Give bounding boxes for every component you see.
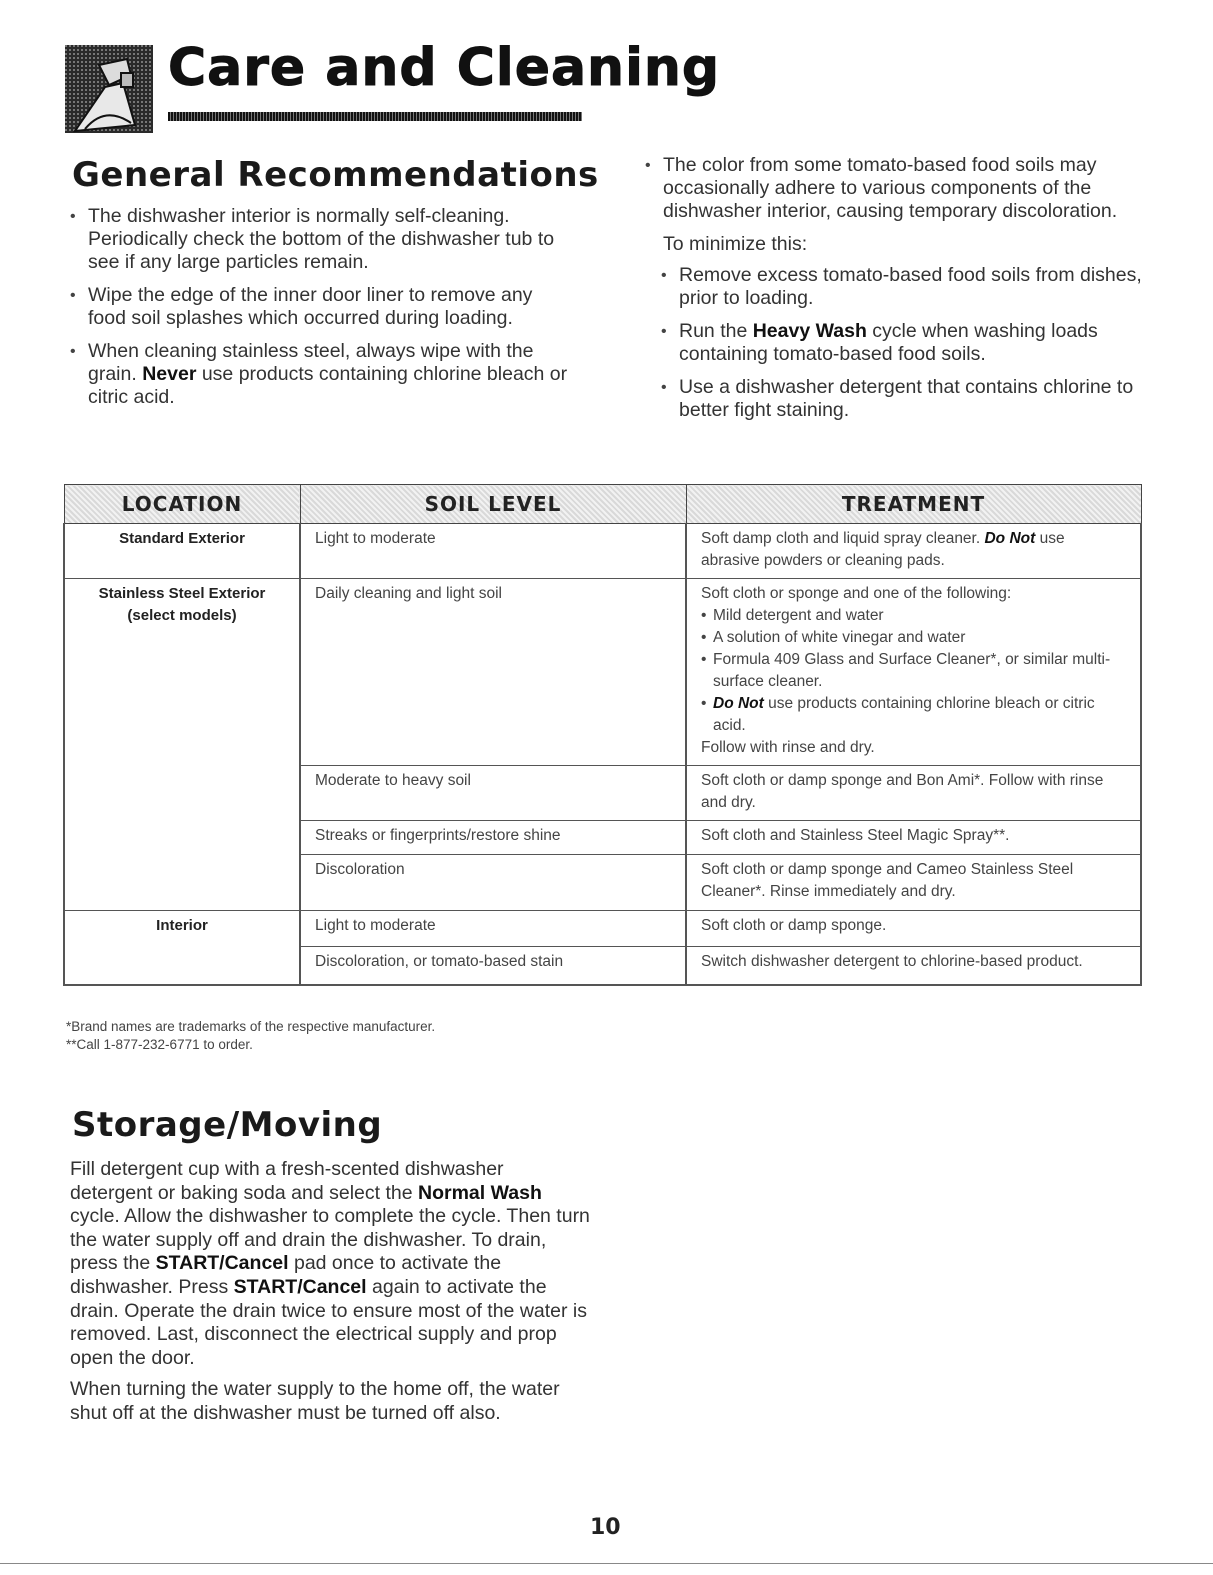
minimize-bullet: • Use a dishwasher detergent that contains chlorine to better fight staining.	[661, 376, 1155, 422]
treatment-cell: Soft cloth or damp sponge.	[686, 911, 1141, 947]
location-label: Stainless Steel Exterior	[98, 585, 266, 602]
text-span: When cleaning stainless steel, always wipe with the grain.	[88, 340, 534, 385]
treatment-cell: Switch dishwasher detergent to chlorine-based product.	[686, 947, 1141, 985]
treatment-followup: Follow with rinse and dry.	[701, 739, 875, 756]
page-title: Care and Cleaning	[168, 38, 721, 98]
soil-cell: Discoloration	[300, 855, 686, 911]
storage-body	[70, 1158, 590, 1434]
bold-text: Heavy Wash	[752, 320, 867, 342]
treatment-item: • Mild detergent and water	[701, 605, 1126, 627]
location-cell: Standard Exterior	[64, 524, 300, 579]
location-cell: Interior	[64, 911, 300, 985]
bold-text: START/Cancel	[233, 1275, 367, 1298]
treatment-item: • Formula 409 Glass and Surface Cleaner*, or similar multi-surface cleaner.	[701, 649, 1126, 693]
text-span: Run the	[679, 320, 753, 342]
soil-cell: Daily cleaning and light soil	[300, 579, 686, 766]
general-right-column	[645, 154, 1155, 432]
text-span: Fill detergent cup with a fresh-scented dishwasher detergent or baking soda and select the	[70, 1158, 504, 1204]
text-span: cycle when washing loads containing tomato-based food soils.	[679, 320, 1098, 365]
recommendation-bullet: • The dishwasher interior is normally self-cleaning. Periodically check the bottom of the dishwasher tub to see if any large particles remain.	[70, 205, 570, 274]
storage-paragraph	[70, 1158, 590, 1370]
bold-text: Normal Wash	[418, 1181, 542, 1204]
storage-moving-heading: Storage/Moving	[72, 1105, 383, 1145]
table-row	[64, 524, 1141, 579]
recommendation-bullet: • The color from some tomato-based food soils may occasionally adhere to various components of the dishwasher interior, causing temporary discoloration.	[645, 154, 1155, 223]
text-span: use products containing chlorine bleach or citric acid.	[88, 363, 568, 408]
bold-text: START/Cancel	[155, 1252, 289, 1275]
text-span: use abrasive powders or cleaning pads.	[701, 530, 1065, 569]
minimize-bullet	[661, 320, 1155, 366]
general-left-column	[70, 205, 570, 419]
bold-text: Do Not	[984, 530, 1036, 547]
treatment-cell: Soft cloth or damp sponge and Cameo Stainless Steel Cleaner*. Rinse immediately and dry.	[686, 855, 1141, 911]
header-soil-level: SOIL LEVEL	[300, 485, 686, 524]
soil-cell: Moderate to heavy soil	[300, 766, 686, 821]
recommendation-bullet: • Wipe the edge of the inner door liner to remove any food soil splashes which occurred during loading.	[70, 284, 570, 330]
text-span: again to activate the drain. Operate the drain twice to ensure most of the water is removed. Last, disconnect the electrical supply and prop open the door.	[70, 1275, 588, 1369]
treatment-item	[701, 693, 1126, 737]
soil-cell: Light to moderate	[300, 524, 686, 579]
treatment-intro: Soft cloth or sponge and one of the following:	[701, 585, 1012, 602]
soil-cell: Discoloration, or tomato-based stain	[300, 947, 686, 985]
table-row	[64, 579, 1141, 766]
header-location: LOCATION	[64, 485, 300, 524]
text-span: use products containing chlorine bleach or citric acid.	[713, 695, 1095, 734]
bold-text: Do Not	[713, 695, 764, 712]
soil-cell: Light to moderate	[300, 911, 686, 947]
recommendation-bullet	[70, 340, 570, 409]
treatment-item: • A solution of white vinegar and water	[701, 627, 1126, 649]
footnote: **Call 1-877-232-6771 to order.	[66, 1037, 253, 1052]
title-underline	[168, 112, 582, 121]
text-span: pad once to activate the dishwasher. Press	[70, 1252, 502, 1298]
treatment-cell: Soft cloth and Stainless Steel Magic Spray**.	[686, 821, 1141, 855]
care-table	[63, 484, 1142, 986]
text-span: cycle. Allow the dishwasher to complete the cycle. Then turn the water supply off and drain the dishwasher. To drain, press the	[70, 1205, 590, 1275]
table-row	[64, 911, 1141, 947]
text-span: Soft damp cloth and liquid spray cleaner.	[701, 530, 985, 547]
minimize-intro: To minimize this:	[663, 233, 808, 255]
location-cell	[64, 579, 300, 911]
soil-cell: Streaks or fingerprints/restore shine	[300, 821, 686, 855]
bold-text: Never	[142, 363, 197, 385]
general-recommendations-heading: General Recommendations	[72, 155, 599, 195]
page-number: 10	[590, 1515, 621, 1540]
page-bottom-rule	[0, 1563, 1213, 1564]
minimize-list	[661, 264, 1155, 422]
minimize-bullet: • Remove excess tomato-based food soils from dishes, prior to loading.	[661, 264, 1155, 310]
location-sublabel: (select models)	[127, 607, 237, 624]
treatment-cell	[686, 524, 1141, 579]
spray-bottle-icon	[65, 45, 153, 133]
treatment-cell	[686, 579, 1141, 766]
treatment-list	[701, 605, 1126, 737]
treatment-cell: Soft cloth or damp sponge and Bon Ami*. Follow with rinse and dry.	[686, 766, 1141, 821]
header-treatment: TREATMENT	[686, 485, 1141, 524]
storage-paragraph: When turning the water supply to the home off, the water shut off at the dishwasher must be turned off also.	[70, 1378, 560, 1424]
table-header-row	[64, 485, 1141, 524]
footnote: *Brand names are trademarks of the respective manufacturer.	[66, 1019, 436, 1034]
